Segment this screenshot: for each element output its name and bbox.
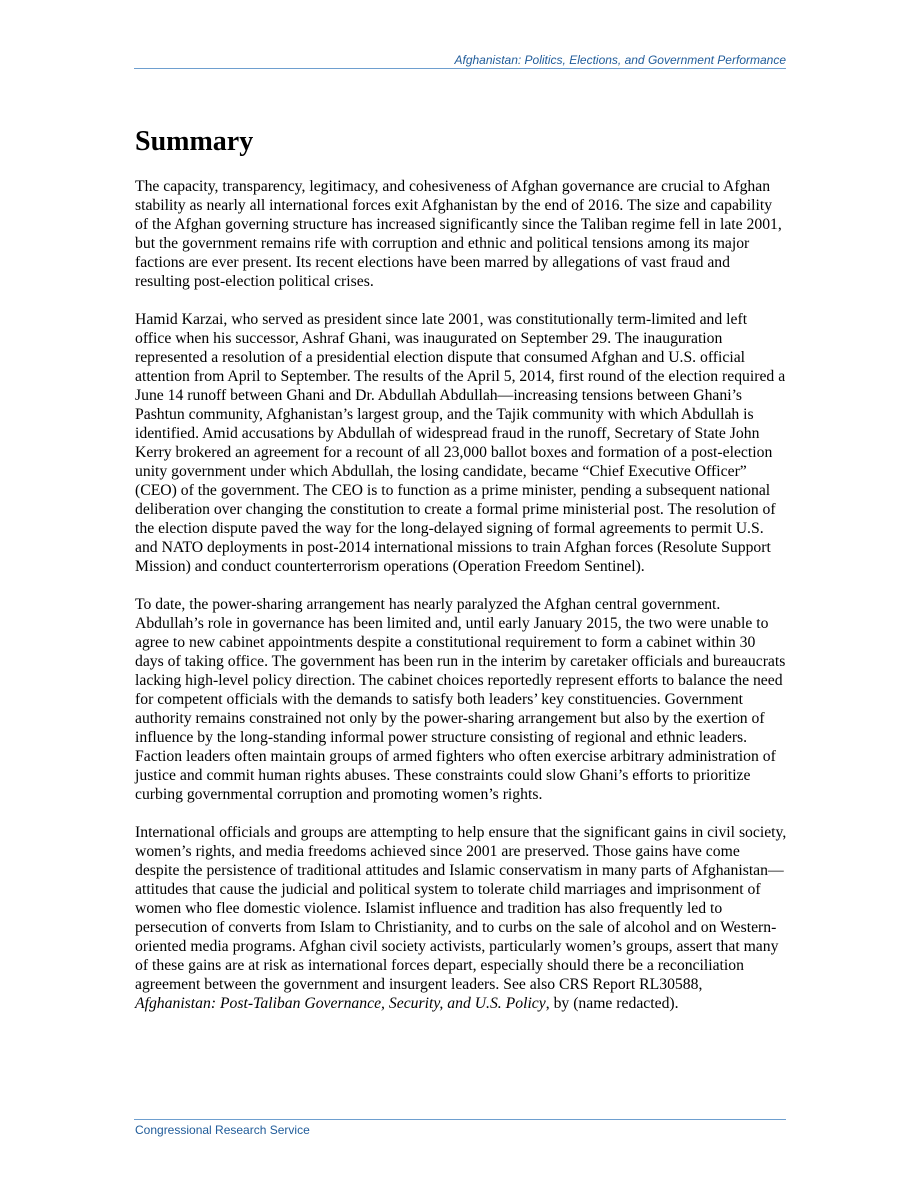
paragraph-4-text: International officials and groups are attempting to help ensure that the significant gains in civil society, women’s rights, and media freedoms achieved since 2001 are preserved. Those gains have come despite the persistence of traditional attitudes and Islamic conservatism in many parts of Afghanistan—attitudes that cause the judicial and political system to tolerate child marriages and imprisonment of women who flee domestic violence. Islamist influence and tradition has also frequently led to persecution of converts from Islam to Christianity, and to curbs on the sale of alcohol and on Western-oriented media programs. Afghan civil society activists, particularly women’s groups, assert that many of these gains are at risk as international forces depart, especially should there be a reconciliation agreement between the government and insurgent leaders. See also CRS Report RL30588, [135, 824, 787, 993]
running-header: Afghanistan: Politics, Elections, and Government Performance [454, 53, 786, 67]
summary-body [135, 177, 787, 1032]
section-title: Summary [135, 126, 254, 157]
footer-rule [134, 1119, 786, 1120]
citation-suffix: , by (name redacted). [545, 995, 679, 1012]
paragraph-2: Hamid Karzai, who served as president since late 2001, was constitutionally term-limited and left office when his successor, Ashraf Ghani, was inaugurated on September 29. The inauguration represented a resolution of a presidential election dispute that consumed Afghan and U.S. official attention from April to September. The results of the April 5, 2014, first round of the election required a June 14 runoff between Ghani and Dr. Abdullah Abdullah—increasing tensions between Ghani’s Pashtun community, Afghanistan’s largest group, and the Tajik community with which Abdullah is identified. Amid accusations by Abdullah of widespread fraud in the runoff, Secretary of State John Kerry brokered an agreement for a recount of all 23,000 ballot boxes and formation of a post-election unity government under which Abdullah, the losing candidate, became “Chief Executive Officer” (CEO) of the government. The CEO is to function as a prime minister, pending a subsequent national deliberation over changing the constitution to create a formal prime ministerial post. The resolution of the election dispute paved the way for the long-delayed signing of formal agreements to permit U.S. and NATO deployments in post-2014 international missions to train Afghan forces (Resolute Support Mission) and conduct counterterrorism operations (Operation Freedom Sentinel). [135, 311, 786, 575]
paragraph-4 [135, 823, 787, 1013]
paragraph-3: To date, the power-sharing arrangement has nearly paralyzed the Afghan central government. Abdullah’s role in governance has been limited and, until early January 2015, the two were unable to agree to new cabinet appointments despite a constitutional requirement to form a cabinet within 30 days of taking office. The government has been run in the interim by caretaker officials and bureaucrats lacking high-level policy direction. The cabinet choices reportedly represent efforts to balance the need for competent officials with the demands to satisfy both leaders’ key constituencies. Government authority remains constrained not only by the power-sharing arrangement but also by the exertion of influence by the long-standing informal power structure consisting of regional and ethnic leaders. Faction leaders often maintain groups of armed fighters who often exercise arbitrary administration of justice and commit human rights abuses. These constraints could slow Ghani’s efforts to prioritize curbing governmental corruption and promoting women’s rights. [135, 596, 786, 803]
paragraph-1: The capacity, transparency, legitimacy, and cohesiveness of Afghan governance are crucial to Afghan stability as nearly all international forces exit Afghanistan by the end of 2016. The size and capability of the Afghan governing structure has increased significantly since the Taliban regime fell in late 2001, but the government remains rife with corruption and ethnic and political tensions among its major factions are ever present. Its recent elections have been marred by allegations of vast fraud and resulting post-election political crises. [135, 178, 782, 290]
footer-organization: Congressional Research Service [135, 1123, 310, 1137]
header-rule [134, 68, 786, 69]
cited-report-title: Afghanistan: Post-Taliban Governance, Security, and U.S. Policy [135, 995, 546, 1012]
